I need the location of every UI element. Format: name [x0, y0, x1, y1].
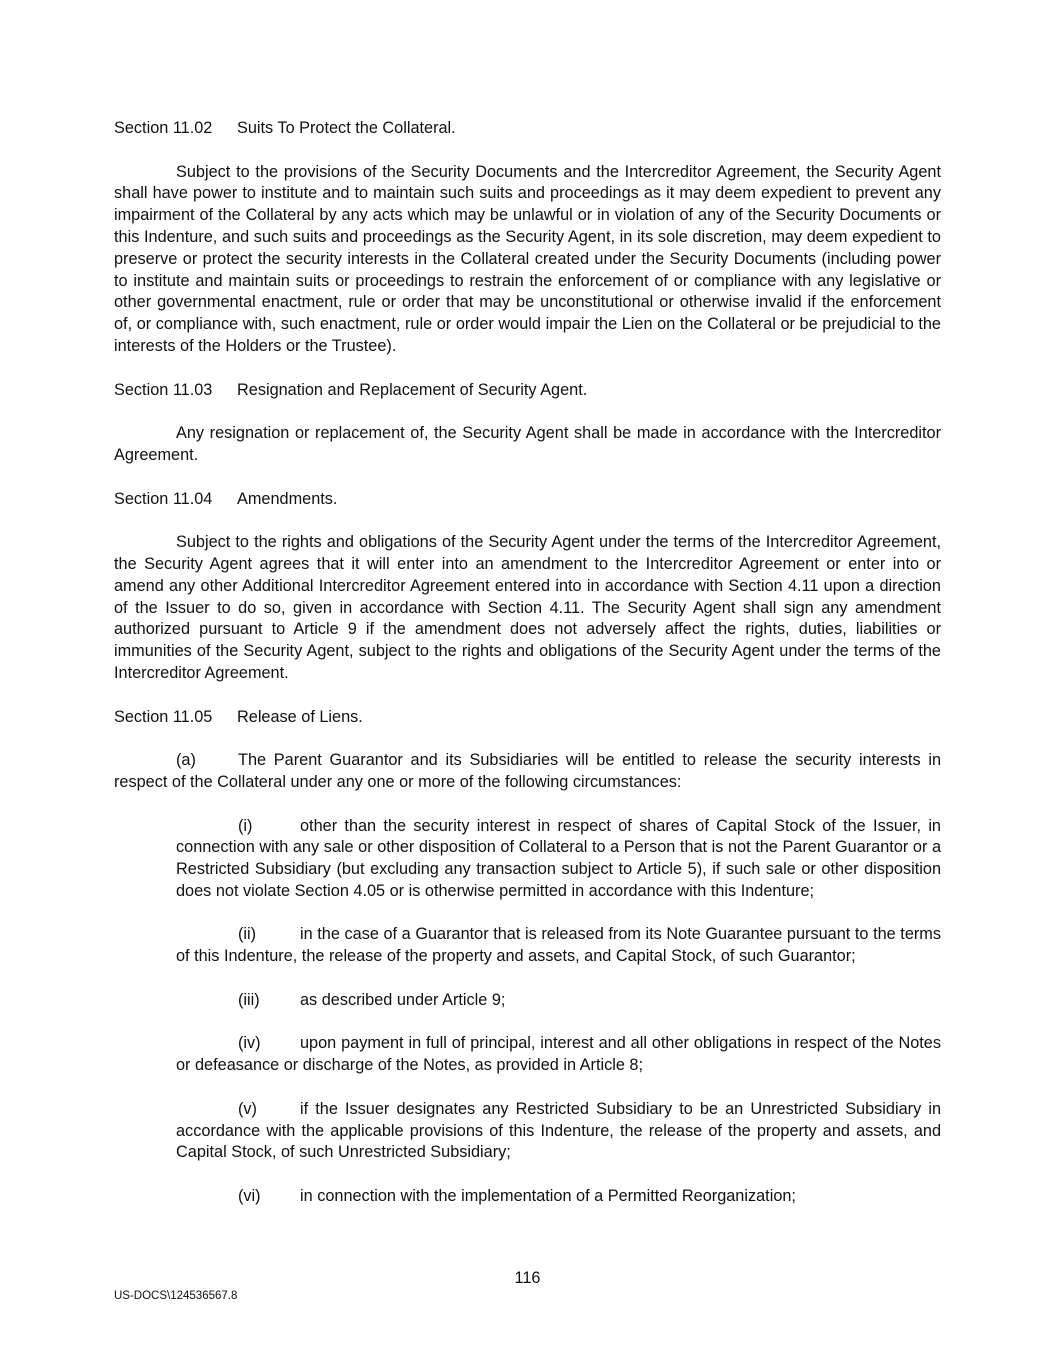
section-11-03-heading: [114, 380, 941, 402]
section-number: Section 11.03: [114, 380, 213, 399]
section-title: Suits To Protect the Collateral.: [237, 119, 456, 137]
section-title: Release of Liens.: [237, 707, 363, 726]
section-number: Section 11.05: [114, 707, 213, 726]
list-item: [176, 1033, 941, 1077]
item-text: if the Issuer designates any Restricted Subsidiary to be an Unrestricted Subsidiary in accordance with the applicable provisions of this Indenture, the release of the property and assets, and Capital Stock, of such Unrestricted Subsidiary;: [176, 1099, 941, 1162]
section-11-02-heading: [114, 118, 941, 140]
clause-text: The Parent Guarantor and its Subsidiaries will be entitled to release the security interests in respect of the Collateral under any one or more of the following circumstances:: [114, 751, 941, 791]
document-id: US-DOCS\124536567.8: [114, 1290, 238, 1302]
item-text: other than the security interest in respect of shares of Capital Stock of the Issuer, in connection with any sale or other disposition of Collateral to a Person that is not the Parent Guarantor or a Restricted Subsidiary (but excluding any transaction subject to Article 5), if such sale or other disposition does not violate Section 4.05 or is otherwise permitted in accordance with this Indenture;: [176, 816, 941, 900]
list-item: [176, 990, 941, 1012]
section-11-05-heading: [114, 707, 941, 729]
clause-a: [114, 750, 941, 794]
clause-label: (a): [176, 751, 196, 770]
page-number: 116: [514, 1269, 541, 1287]
section-title: Resignation and Replacement of Security Agent.: [237, 380, 588, 399]
document-page: [114, 118, 941, 1230]
section-11-02-body: Subject to the provisions of the Security Documents and the Intercreditor Agreement, the Security Agent shall have power to institute and to maintain such suits and proceedings as it may deem expedient to prevent any impairment of the Collateral by any acts which may be unlawful or in violation of any of the Security Documents or this Indenture, and such suits and proceedings as the Security Agent, in its sole discretion, may deem expedient to preserve or protect the security interests in the Collateral created under the Security Documents (including power to institute and maintain suits or proceedings to restrain the enforcement of or compliance with any legislative or other governmental enactment, rule or order that may be unconstitutional or otherwise invalid if the enforcement of, or compliance with, such enactment, rule or order would impair the Lien on the Collateral or be prejudicial to the interests of the Holders or the Trustee).: [114, 162, 941, 355]
item-label: (iii): [238, 990, 260, 1009]
item-text: in connection with the implementation of a Permitted Reorganization;: [300, 1187, 796, 1206]
section-11-04-heading: [114, 489, 941, 511]
item-text: upon payment in full of principal, interest and all other obligations in respect of the Notes or defeasance or discharge of the Notes, as provided in Article 8;: [176, 1034, 941, 1075]
item-label: (iv): [238, 1034, 261, 1053]
section-title: Amendments.: [237, 489, 338, 508]
item-text: in the case of a Guarantor that is released from its Note Guarantee pursuant to the terms of this Indenture, the release of the property and assets, and Capital Stock, of such Guarantor;: [176, 925, 941, 966]
list-item: [176, 1186, 941, 1208]
list-item: [176, 816, 941, 903]
list-item: [176, 1099, 941, 1164]
section-11-03-body: Any resignation or replacement of, the Security Agent shall be made in accordance with the Intercreditor Agreement.: [114, 424, 941, 464]
item-text: as described under Article 9;: [300, 990, 506, 1009]
list-item: [176, 924, 941, 968]
section-11-04-body: Subject to the rights and obligations of the Security Agent under the terms of the Intercreditor Agreement, the Security Agent agrees that it will enter into an amendment to the Intercreditor Agreement or enter into or amend any other Additional Intercreditor Agreement entered into in accordance with Section 4.11 upon a direction of the Issuer to do so, given in accordance with Section 4.11. The Security Agent shall sign any amendment authorized pursuant to Article 9 if the amendment does not adversely affect the rights, duties, liabilities or immunities of the Security Agent, subject to the rights and obligations of the Security Agent under the terms of the Intercreditor Agreement.: [114, 533, 941, 682]
section-number: Section 11.04: [114, 489, 213, 508]
item-label: (ii): [238, 925, 257, 944]
item-label: (v): [238, 1099, 257, 1118]
item-label: (vi): [238, 1187, 261, 1206]
item-label: (i): [238, 816, 253, 835]
section-number: Section 11.02: [114, 119, 213, 137]
